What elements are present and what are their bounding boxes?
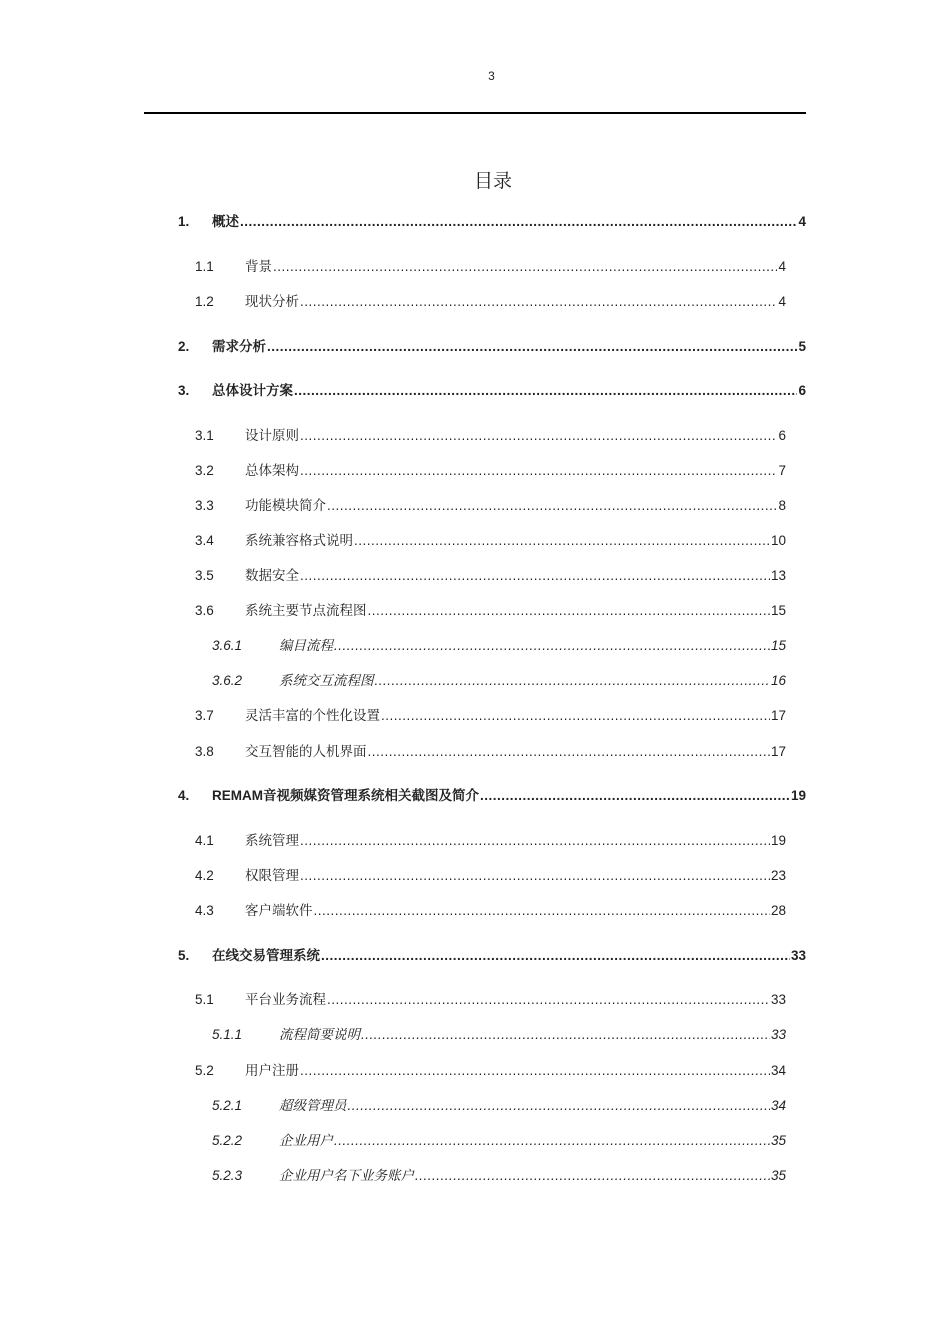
toc-entry-5-1-1[interactable] [212, 1025, 786, 1045]
toc-entry-5-2[interactable] [195, 1061, 786, 1081]
toc-entry-3-3[interactable] [195, 496, 786, 516]
toc-dot-leader [314, 901, 770, 921]
toc-entry-page: 34 [770, 1063, 786, 1078]
toc-entry-number: 3.8 [195, 744, 214, 759]
toc-dot-leader [368, 742, 770, 762]
toc-entry-number: 4.2 [195, 868, 214, 883]
toc-entry-page: 5 [798, 339, 806, 354]
toc-entry-title: 系统兼容格式说明 [245, 533, 353, 548]
toc-entry-title: 企业用户名下业务账户 [279, 1168, 414, 1183]
toc-entry-title: 超级管理员 [279, 1098, 347, 1113]
toc-entry-3-8[interactable] [195, 742, 786, 762]
page-number: 3 [488, 69, 495, 83]
toc-entry-5-2-1[interactable] [212, 1096, 786, 1116]
toc-entry-number: 3.4 [195, 533, 214, 548]
toc-entry-title: 客户端软件 [245, 903, 313, 918]
toc-entry-number: 3.6.1 [212, 638, 243, 653]
toc-entry-page: 15 [770, 603, 786, 618]
toc-entry-title: 系统管理 [245, 833, 299, 848]
toc-entry-title: 总体架构 [245, 463, 299, 478]
toc-entry-page: 19 [770, 833, 786, 848]
toc-entry-title: 概述 [212, 214, 239, 229]
toc-entry-page: 23 [770, 868, 786, 883]
toc-entry-5-2-2[interactable] [212, 1131, 786, 1151]
toc-entry-page: 16 [770, 673, 786, 688]
toc-entry-3-2[interactable] [195, 461, 786, 481]
toc-entry-page: 34 [770, 1098, 786, 1113]
toc-entry-page: 8 [778, 498, 786, 513]
toc-entry-title: 设计原则 [245, 428, 299, 443]
toc-dot-leader [354, 531, 770, 551]
toc-entry-page: 33 [790, 948, 806, 963]
toc-entry-5-2-3[interactable] [212, 1166, 786, 1186]
toc-entry-title: 系统主要节点流程图 [245, 603, 367, 618]
toc-entry-page: 17 [770, 744, 786, 759]
toc-entry-page: 35 [770, 1133, 786, 1148]
toc-entry-3-5[interactable] [195, 566, 786, 586]
toc-entry-title: 在线交易管理系统 [212, 948, 320, 963]
toc-entry-number: 5.2.3 [212, 1168, 243, 1183]
toc-entry-5-1[interactable] [195, 990, 786, 1010]
toc-dot-leader [327, 990, 770, 1010]
toc-entry-number: 4.1 [195, 833, 214, 848]
toc-entry-3-6-2[interactable] [212, 671, 786, 691]
toc-entry-number: 4. [178, 788, 190, 803]
toc-dot-leader [300, 426, 777, 446]
toc-dot-leader [294, 381, 797, 401]
toc-entry-title: 功能模块简介 [245, 498, 326, 513]
toc-entry-5[interactable] [178, 946, 806, 966]
toc-entry-title: 需求分析 [212, 339, 266, 354]
header-rule [144, 112, 806, 114]
toc-entry-number: 3.3 [195, 498, 214, 513]
toc-dot-leader [300, 1061, 770, 1081]
toc-entry-title: 灵活丰富的个性化设置 [245, 708, 380, 723]
toc-entry-1[interactable] [178, 212, 806, 232]
toc-entry-number: 3. [178, 383, 190, 398]
toc-entry-3[interactable] [178, 381, 806, 401]
toc-entry-number: 1.1 [195, 259, 214, 274]
toc-entry-number: 1. [178, 214, 190, 229]
toc-entry-page: 4 [778, 259, 786, 274]
toc-entry-number: 3.5 [195, 568, 214, 583]
toc-entry-number: 5.2.2 [212, 1133, 243, 1148]
toc-entry-page: 4 [778, 294, 786, 309]
toc-entry-page: 33 [770, 992, 786, 1007]
toc-entry-number: 3.1 [195, 428, 214, 443]
toc-entry-page: 7 [778, 463, 786, 478]
toc-entry-title: 交互智能的人机界面 [245, 744, 367, 759]
toc-entry-number: 5.1 [195, 992, 214, 1007]
toc-dot-leader [334, 636, 770, 656]
toc-dot-leader [375, 671, 770, 691]
toc-entry-page: 13 [770, 568, 786, 583]
toc-entry-number: 3.6.2 [212, 673, 243, 688]
toc-entry-number: 2. [178, 339, 190, 354]
toc-dot-leader [240, 212, 797, 232]
toc-dot-leader [381, 706, 770, 726]
toc-entry-page: 10 [770, 533, 786, 548]
toc-entry-title: 平台业务流程 [245, 992, 326, 1007]
toc-entry-number: 4.3 [195, 903, 214, 918]
toc-entry-2[interactable] [178, 337, 806, 357]
toc-entry-title: 权限管理 [245, 868, 299, 883]
toc-dot-leader [300, 831, 770, 851]
toc-entry-title: REMAM音视频媒资管理系统相关截图及简介 [212, 788, 479, 803]
toc-dot-leader [415, 1166, 770, 1186]
toc-dot-leader [348, 1096, 770, 1116]
toc-entry-title: 系统交互流程图 [279, 673, 374, 688]
toc-dot-leader [361, 1025, 770, 1045]
toc-dot-leader [300, 461, 777, 481]
toc-entry-title: 数据安全 [245, 568, 299, 583]
toc-entry-number: 5.2 [195, 1063, 214, 1078]
toc-entry-3-6[interactable] [195, 601, 786, 621]
toc-entry-3-6-1[interactable] [212, 636, 786, 656]
toc-dot-leader [327, 496, 777, 516]
toc-dot-leader [300, 292, 777, 312]
toc-dot-leader [368, 601, 770, 621]
toc-entry-title: 现状分析 [245, 294, 299, 309]
toc-entry-3-4[interactable] [195, 531, 786, 551]
toc-entry-title: 背景 [245, 259, 272, 274]
toc-entry-number: 1.2 [195, 294, 214, 309]
toc-entry-page: 28 [770, 903, 786, 918]
toc-dot-leader [480, 786, 790, 806]
toc-entry-number: 3.2 [195, 463, 214, 478]
toc-entry-1-1[interactable] [195, 257, 786, 277]
toc-entry-page: 15 [770, 638, 786, 653]
toc-entry-title: 编目流程 [279, 638, 333, 653]
toc-entry-page: 33 [770, 1027, 786, 1042]
toc-entry-page: 17 [770, 708, 786, 723]
toc-dot-leader [300, 566, 770, 586]
toc-entry-page: 35 [770, 1168, 786, 1183]
toc-dot-leader [321, 946, 790, 966]
toc-entry-page: 19 [790, 788, 806, 803]
toc-dot-leader [334, 1131, 770, 1151]
toc-entry-4-1[interactable] [195, 831, 786, 851]
toc-title: 目录 [473, 170, 512, 192]
toc-entry-page: 6 [798, 383, 806, 398]
toc-entry-3-7[interactable] [195, 706, 786, 726]
toc-entry-4-2[interactable] [195, 866, 786, 886]
toc-dot-leader [267, 337, 797, 357]
toc-entry-3-1[interactable] [195, 426, 786, 446]
toc-dot-leader [300, 866, 770, 886]
toc-entry-1-2[interactable] [195, 292, 786, 312]
toc-entry-title: 企业用户 [279, 1133, 333, 1148]
toc-entry-number: 3.7 [195, 708, 214, 723]
toc-entry-number: 5.1.1 [212, 1027, 243, 1042]
toc-entry-number: 5. [178, 948, 190, 963]
toc-entry-title: 流程简要说明 [279, 1027, 360, 1042]
toc-entry-title: 总体设计方案 [212, 383, 293, 398]
toc-entry-page: 6 [778, 428, 786, 443]
toc-dot-leader [273, 257, 777, 277]
toc-entry-page: 4 [798, 214, 806, 229]
toc-entry-4-3[interactable] [195, 901, 786, 921]
toc-entry-title: 用户注册 [245, 1063, 299, 1078]
toc-entry-number: 5.2.1 [212, 1098, 243, 1113]
toc-entry-number: 3.6 [195, 603, 214, 618]
toc-entry-4[interactable] [178, 786, 806, 806]
